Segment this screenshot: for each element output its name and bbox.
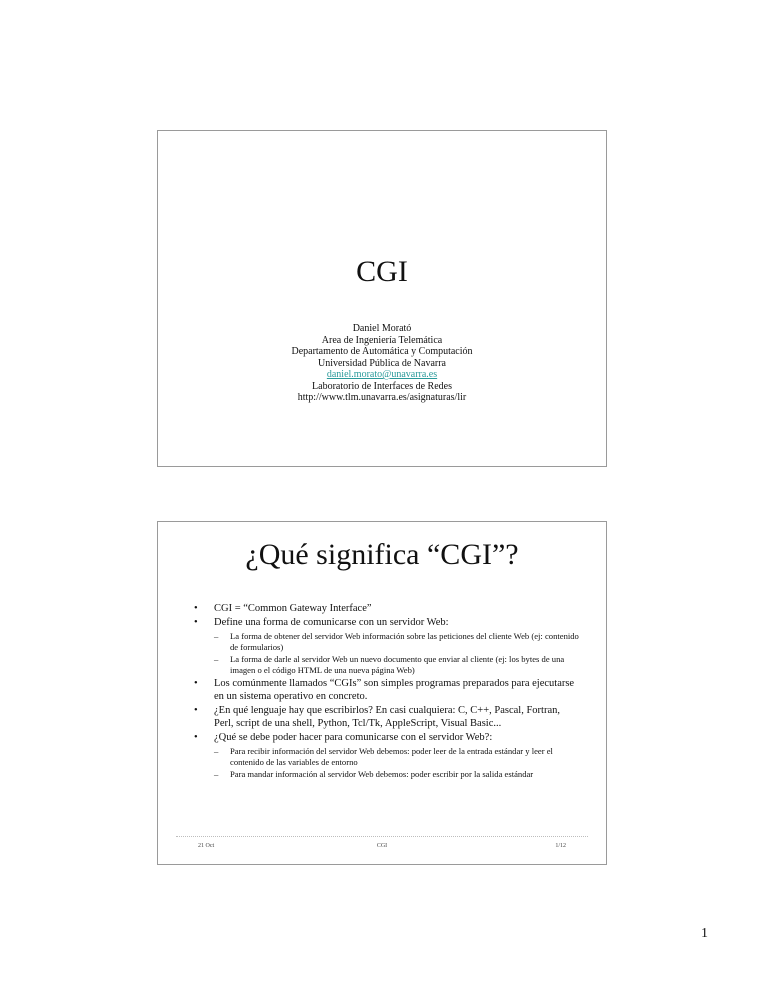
footer-date: 21 Oct [198, 843, 215, 849]
university: Universidad Pública de Navarra [317, 357, 446, 369]
slide-2 [157, 521, 607, 865]
sub-bullet-list [214, 631, 580, 675]
department-2: Departamento de Automática y Computación [291, 346, 473, 357]
slide-1 [157, 130, 607, 467]
sub-bullet-list [214, 746, 580, 780]
bullet-list [194, 602, 580, 780]
bullet-item: • ¿Qué se debe poder hacer para comunicarse con el servidor Web?: – Para recibir información del servidor Web debemos: poder leer de la entrada estándar y leer el contenido de las variables de entorno – Para mandar información al servidor Web debemos: poder escribir por la salida estándar [194, 731, 580, 780]
bullet-item: • Los comúnmente llamados “CGIs” son simples programas preparados para ejecutarse en un sistema operativo en concreto. [194, 677, 580, 703]
slide-footer [176, 836, 588, 849]
bullet-item: • CGI = “Common Gateway Interface” [194, 602, 580, 615]
footer-title: CGI [376, 843, 388, 849]
sub-bullet-item: – La forma de obtener del servidor Web información sobre las peticiones del cliente Web (ej: contenido de formularios) [214, 631, 580, 652]
page-number: 1 [701, 926, 708, 941]
author-name: Daniel Morató [352, 323, 412, 334]
footer-page: 1/12 [555, 843, 566, 849]
slide-2-title: ¿Qué significa “CGI”? [245, 538, 519, 571]
author-info [158, 323, 606, 404]
bullet-item: • ¿En qué lenguaje hay que escribirlos? En casi cualquiera: C, C++, Pascal, Fortran, Perl, script de una shell, Python, Tcl/Tk, AppleScript, Visual Basic... [194, 704, 580, 730]
course-url: http://www.tlm.unavarra.es/asignaturas/lir [297, 392, 467, 403]
slide-1-title: CGI [356, 255, 408, 288]
department-1: Area de Ingeniería Telemática [321, 334, 443, 346]
slide-2-body [194, 602, 580, 782]
bullet-item: • Define una forma de comunicarse con un servidor Web: – La forma de obtener del servidor Web información sobre las peticiones del cliente Web (ej: contenido de formularios) – La forma de darle al servidor Web un nuevo documento que enviar al cliente (ej: los bytes de una imagen o el código HTML de una nueva página Web) [194, 616, 580, 675]
sub-bullet-item: – Para recibir información del servidor Web debemos: poder leer de la entrada estándar y leer el contenido de las variables de entorno [214, 746, 580, 767]
sub-bullet-item: – La forma de darle al servidor Web un nuevo documento que enviar al cliente (ej: los bytes de una imagen o el código HTML de una nueva página Web) [214, 654, 580, 675]
lab-name: Laboratorio de Interfaces de Redes [312, 380, 452, 392]
email-link[interactable]: daniel.morato@unavarra.es [326, 369, 438, 380]
sub-bullet-item: – Para mandar información al servidor Web debemos: poder escribir por la salida estándar [214, 769, 580, 780]
